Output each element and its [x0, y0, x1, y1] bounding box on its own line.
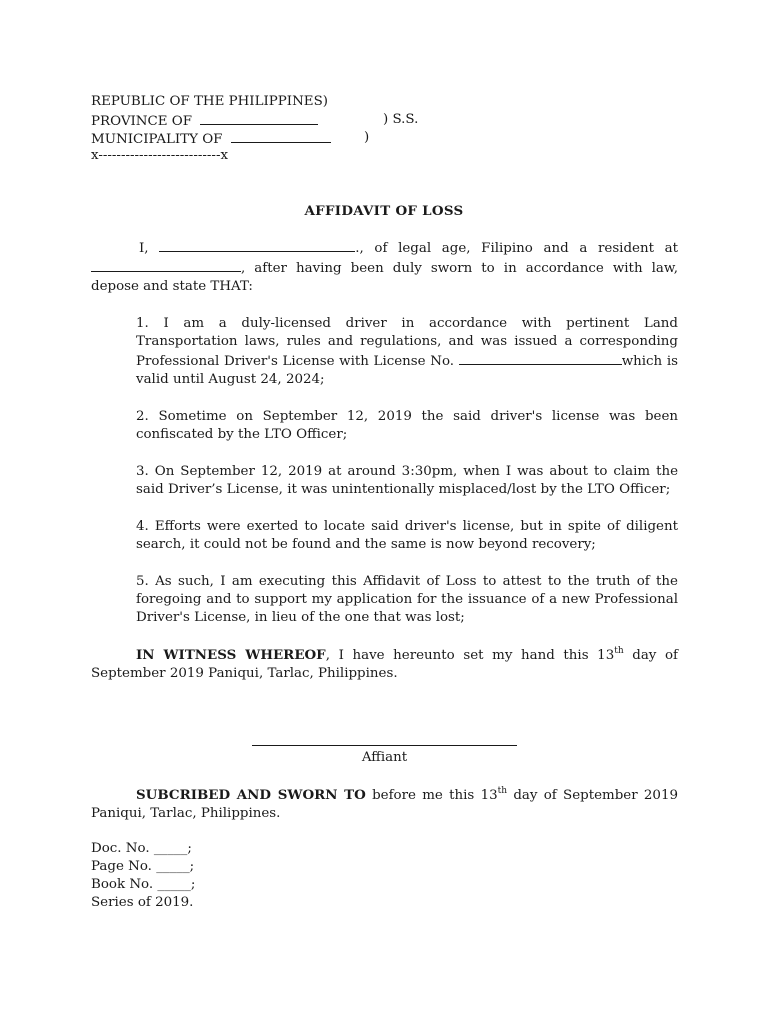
- series-year: Series of 2019.: [91, 895, 194, 910]
- item-1-text: 1. I am a duly-licensed driver in accordance with pertinent Land Transportation laws, rules and regulations, and was issued a corresponding Professional Driver's License with License No.: [136, 316, 678, 369]
- statement-item-5: 5. As such, I am executing this Affidavit of Loss to attest to the truth of the foregoing and to support my application for the issuance of a new Professional Driver's License, in lieu of the one that was lost;: [136, 574, 678, 625]
- signature-line: [252, 745, 517, 746]
- item-1-text-end: which is valid until August 24, 2024;: [136, 354, 678, 387]
- header-republic-line: [91, 93, 451, 111]
- sworn-text: before me this 13: [365, 788, 498, 803]
- header-separator: x---------------------------x: [91, 148, 229, 163]
- page-number: Page No. _____;: [91, 859, 195, 874]
- notary-block: [91, 840, 391, 912]
- intro-mid: ., of legal age, Filipino and a resident at: [355, 241, 678, 256]
- affiant-label: Affiant: [361, 750, 408, 765]
- header-republic: REPUBLIC OF THE PHILIPPINES): [91, 94, 328, 109]
- header-province-line: [91, 111, 451, 129]
- header-municipality-line: [91, 129, 451, 147]
- statement-item-1: [136, 315, 678, 389]
- witness-text-end: day of September 2019 Paniqui, Tarlac, Philippines.: [91, 648, 678, 681]
- header-separator-line: [91, 147, 451, 165]
- sworn-paragraph: [91, 786, 678, 823]
- intro-start: I,: [139, 241, 149, 256]
- header-province-label: PROVINCE OF: [91, 114, 193, 129]
- witness-text: , I have hereunto set my hand this 13: [325, 648, 615, 663]
- witness-paragraph: [91, 646, 678, 683]
- municipality-blank: [231, 129, 331, 143]
- header-municipality-label: MUNICIPALITY OF: [91, 132, 223, 147]
- document-title: AFFIDAVIT OF LOSS: [304, 203, 464, 219]
- license-number-blank: [459, 351, 622, 365]
- intro-paragraph: [91, 238, 678, 296]
- address-blank: [91, 258, 241, 272]
- book-number: Book No. _____;: [91, 877, 196, 892]
- sworn-text-end: day of September 2019 Paniqui, Tarlac, Philippines.: [91, 788, 678, 821]
- header-province-suffix: ) S.S.: [383, 112, 419, 127]
- statement-item-2: 2. Sometime on September 12, 2019 the said driver's license was been confiscated by the LTO Officer;: [136, 409, 678, 442]
- witness-sup: th: [614, 646, 624, 656]
- sworn-bold: SUBCRIBED AND SWORN TO: [136, 787, 366, 803]
- statement-item-3: 3. On September 12, 2019 at around 3:30pm, when I was about to claim the said Driver’s License, it was unintentionally misplaced/lost by the LTO Officer;: [136, 464, 678, 497]
- affidavit-body: [91, 238, 678, 683]
- name-blank: [159, 238, 355, 252]
- province-blank: [200, 111, 318, 125]
- witness-bold: IN WITNESS WHEREOF: [136, 647, 326, 663]
- header-municipality-suffix: ): [364, 130, 370, 145]
- venue-header: [91, 93, 451, 165]
- statement-item-4: 4. Efforts were exerted to locate said driver's license, but in spite of diligent search, it could not be found and the same is now beyond recovery;: [136, 519, 678, 552]
- intro-end: , after having been duly sworn to in accordance with law, depose and state THAT:: [91, 261, 678, 294]
- doc-number: Doc. No. _____;: [91, 841, 192, 856]
- sworn-sup: th: [497, 786, 508, 796]
- statement-list: [136, 315, 678, 627]
